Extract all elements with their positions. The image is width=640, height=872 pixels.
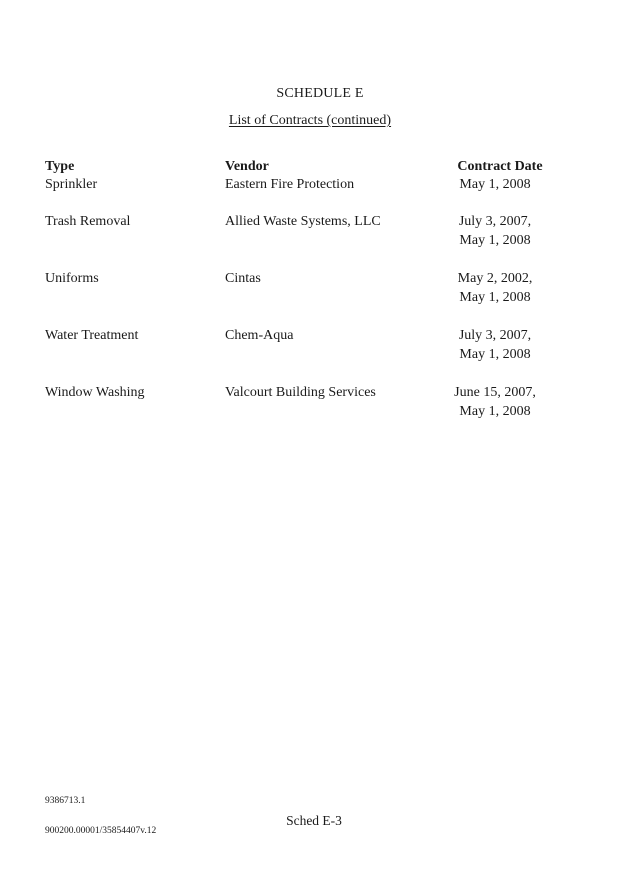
contract-date-line: June 15, 2007, <box>454 385 536 400</box>
cell-type: Uniforms <box>45 271 99 286</box>
cell-contract-date <box>445 326 545 364</box>
table-row <box>45 269 565 326</box>
schedule-title: SCHEDULE E <box>276 86 364 101</box>
contract-date-line: May 2, 2002, <box>457 271 533 286</box>
cell-vendor: Valcourt Building Services <box>225 385 376 400</box>
contract-date-line: May 1, 2008 <box>459 177 531 192</box>
cell-type: Water Treatment <box>45 328 139 343</box>
header-vendor: Vendor <box>225 159 269 174</box>
cell-vendor: Eastern Fire Protection <box>225 177 355 192</box>
header-type: Type <box>45 159 75 174</box>
table-body <box>45 175 565 440</box>
contract-date-line: May 1, 2008 <box>459 347 531 362</box>
document-number: 9386713.1 <box>45 796 86 806</box>
cell-vendor: Chem-Aqua <box>225 328 294 343</box>
table-header <box>45 157 565 175</box>
cell-type: Window Washing <box>45 385 145 400</box>
contract-date-line: May 1, 2008 <box>459 290 531 305</box>
page-label: Sched E-3 <box>286 813 342 828</box>
cell-contract-date <box>445 269 545 307</box>
contract-date-line: May 1, 2008 <box>459 233 531 248</box>
cell-contract-date <box>445 175 545 194</box>
cell-type: Trash Removal <box>45 214 131 229</box>
cell-contract-date <box>445 212 545 250</box>
header-contract-date: Contract Date <box>457 159 543 174</box>
file-reference: 900200.00001/35854407v.12 <box>45 826 157 836</box>
cell-vendor: Cintas <box>225 271 261 286</box>
cell-contract-date <box>445 383 545 421</box>
contract-date-line: July 3, 2007, <box>458 328 532 343</box>
table-row <box>45 383 565 440</box>
cell-type: Sprinkler <box>45 177 98 192</box>
contract-date-line: July 3, 2007, <box>458 214 532 229</box>
table-row <box>45 175 565 212</box>
cell-vendor: Allied Waste Systems, LLC <box>225 214 381 229</box>
schedule-subtitle: List of Contracts (continued) <box>228 113 392 128</box>
table-row <box>45 212 565 269</box>
table-row <box>45 326 565 383</box>
contracts-table <box>45 157 565 440</box>
contract-date-line: May 1, 2008 <box>459 404 531 419</box>
